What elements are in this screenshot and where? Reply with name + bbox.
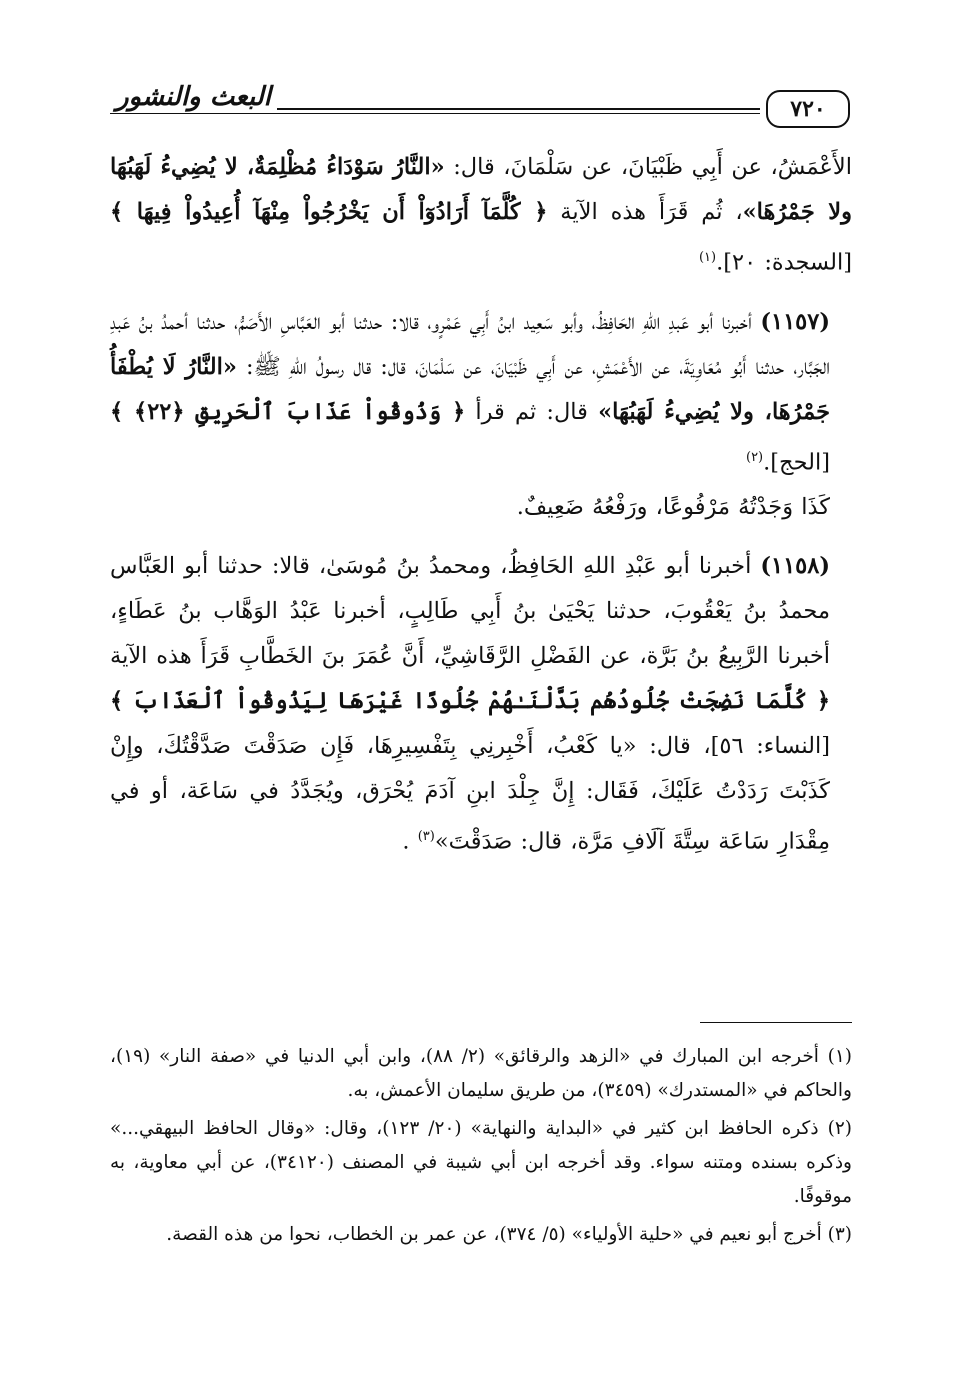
footnote-2 <box>110 1112 852 1214</box>
paragraph-comment <box>110 485 852 530</box>
footnote-number: (٣) <box>827 1224 852 1245</box>
footnote-separator <box>700 1022 852 1023</box>
paragraph-1157 <box>110 300 852 486</box>
p2-text-b: قال: ثم قرأ <box>465 398 599 425</box>
p4-text-a: أخبرنا أبو عَبْدِ اللهِ الحَافِظُ، ومحمدُ بنُ مُوسَىٰ، قالا: حدثنا أبو العَبَّاس محمدُ بنُ يَعْقُوبَ، حدثنا يَحْيَىٰ بنُ أَبِي طَالِبٍ، أخبرنا عَبْدُ الوَهَّاب بنُ عَطَاءٍ، أخبرنا الرَّبِيعُ بنُ بَرَّة، عن الفَضْلِ الرَّقَاشِيِّ، أَنَّ عُمَرَ بنَ الخَطَّابِ قَرَأَ هذه الآية <box>110 553 830 669</box>
p1-quote: «النَّارُ سَوْدَاءُ مُظْلِمَةٌ، لا يُضِيءُ لَهَبُهَا ولا جَمْرُهَا» <box>110 154 852 225</box>
paragraph-1 <box>110 145 852 286</box>
p2-verse-ref: [الحج]. <box>763 449 830 475</box>
spacer <box>110 286 852 300</box>
p2-quran-verse: ﴿ وَذُوقُواْ عَذَابَ ٱلْحَرِيقِ ﴿٢٢﴾ ﴾ <box>110 398 466 425</box>
page-number: ٧٢٠ <box>766 90 850 128</box>
footnote-number: (١) <box>827 1046 852 1067</box>
p3-text: كَذَا وَجَدْتُهُ مَرْفُوعًا، ورَفْعُهُ ضَعِيفٌ. <box>516 494 830 520</box>
footnote-3 <box>110 1218 852 1252</box>
p2-text-a: أخبرنا أبو عَبدِ اللهِ الحَافِظُ، وأبو سَعِيد ابنُ أَبِي عَمْرٍو، قالا: حدثنا أبو العَبَّاسِ الأَصَمُّ، حدثنا أحمدُ بنُ عَبدِ الجَبَّار، حدثنا أَبُو مُعَاوِيَةَ، عن الأَعْمَشِ، عن أَبِي ظَبْيَانَ، عن سَلْمَانَ، قال: قال رسولُ اللهِ ﷺ: <box>110 308 830 380</box>
page-header <box>110 82 850 128</box>
hadith-number-1157: (١١٥٧) <box>760 308 830 335</box>
running-title: البعث والنشور <box>110 82 277 112</box>
header-rule-thin <box>110 113 760 114</box>
p4-end: . <box>402 828 418 855</box>
footnotes <box>110 1040 852 1256</box>
footnote-text: ذكره الحافظ ابن كثير في «البداية والنهاية» (٢٠/ ١٢٣)، وقال: «وقال الحافظ البيهقي...» وذكره بسنده ومتنه سواء. وقد أخرجه ابن أبي شيبة في المصنف (٣٤١٢٠)، عن أبي معاوية، به موقوفًا. <box>110 1118 852 1207</box>
footnote-marker-1[interactable]: (١) <box>698 250 717 265</box>
main-text <box>110 145 852 865</box>
p1-verse-ref: [السجدة: ٢٠]. <box>716 249 852 276</box>
footnote-1 <box>110 1040 852 1108</box>
hadith-number-1158: (١١٥٨) <box>760 553 830 579</box>
p1-text-b: ، ثُم قَرَأَ هذه الآية <box>547 199 743 225</box>
footnote-text: أخرجه ابن المبارك في «الزهد والرقائق» (٢/ ٨٨)، وابن أبي الدنيا في «صفة النار» (١٩)، والحاكم في «المستدرك» (٣٤٥٩)، من طريق سليمان الأعمش، به. <box>110 1046 852 1101</box>
p4-quran-verse: ﴿ كُلَّمَا نَضِجَتْ جُلُودُهُم بَدَّلْنَـٰهُمْ جُلُودًا غَيْرَهَا لِيَذُوقُواْ ٱلْعَذَابَ ﴾ <box>110 688 830 714</box>
p1-text-a: الأَعْمَشُ، عن أَبِي ظَبْيَانَ، عن سَلْمَانَ، قال: <box>444 154 852 180</box>
p4-text-b: [النساء: ٥٦]، قال: «يا كَعْبُ، أَخْبِرنِي بِتَفْسِيرِهَا، فَإِن صَدَقْتَ صَدَّقْتُكَ، وإِنْ كَذَبْتَ رَدَدْتُ عَلَيْكَ، فَقَال: إِنَّ جِلْدَ ابنِ آدَمَ يُحْرَق، ويُجَدَّدُ في سَاعَة، أو في مِقْدَارِ سَاعَة سِتَّةَ آلَافِ مَرَّة، قال: صَدَقْتَ» <box>110 733 830 855</box>
footnote-number: (٢) <box>827 1118 852 1139</box>
p2-quote: «النَّارُ لَا يُطْفَأُ جَمْرُهَا، ولا يُضِيءُ لَهَبُهَا» <box>110 353 830 425</box>
p1-quran-verse: ﴿ كُلَّمَآ أَرَادُوٓاْ أَن يَخْرُجُواْ مِنْهَآ أُعِيدُواْ فِيهَا ﴾ <box>110 199 548 225</box>
spacer <box>110 530 852 544</box>
footnote-marker-3[interactable]: (٣) <box>417 829 435 844</box>
footnote-text: أخرج أبو نعيم في «حلية الأولياء» (٥/ ٣٧٤)، عن عمر بن الخطاب، نحوا من هذه القصة. <box>166 1224 828 1245</box>
paragraph-1158 <box>110 544 852 865</box>
footnote-marker-2[interactable]: (٢) <box>745 449 764 465</box>
